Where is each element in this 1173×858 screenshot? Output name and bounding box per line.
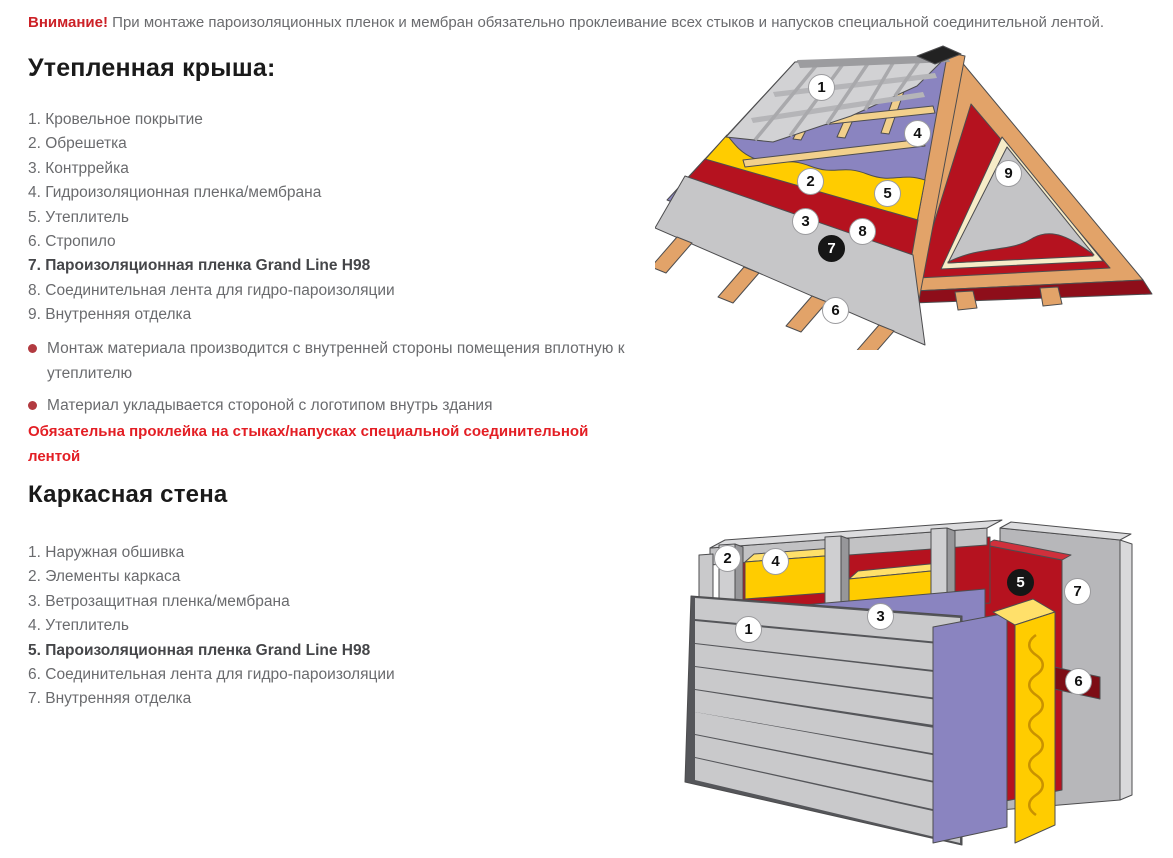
diagram-marker-1: 1 — [808, 74, 835, 101]
roof-layers-list — [28, 108, 395, 328]
list-item: 4. Утеплитель — [28, 617, 129, 635]
list-item: 1. Кровельное покрытие — [28, 111, 203, 128]
diagram-marker-9: 9 — [995, 160, 1022, 187]
note-text: Материал укладывается стороной с логотипом внутрь здания — [47, 397, 493, 414]
diagram-marker-6: 6 — [1065, 668, 1092, 695]
list-item: 2. Элементы каркаса — [28, 568, 181, 586]
top-warning — [28, 13, 1168, 33]
rafter-tail — [955, 291, 977, 310]
bullet-icon — [28, 401, 37, 410]
diagram-marker-5: 5 — [874, 180, 901, 207]
diagram-marker-7: 7 — [818, 235, 845, 262]
list-item: 3. Контррейка — [28, 159, 129, 177]
wall-diagram — [655, 485, 1165, 858]
rafter-tail — [1040, 287, 1062, 306]
rafter-tail — [655, 237, 692, 273]
bullet-icon — [28, 344, 37, 353]
diagram-marker-2: 2 — [797, 168, 824, 195]
roof-notes-list — [28, 336, 643, 425]
diagram-marker-3: 3 — [867, 603, 894, 630]
diagram-marker-5: 5 — [1007, 569, 1034, 596]
list-item: 4. Гидроизоляционная пленка/мембрана — [28, 184, 322, 202]
diagram-marker-8: 8 — [849, 218, 876, 245]
note-text: Монтаж материала производится с внутренней стороны помещения вплотную к утеплителю — [47, 340, 625, 382]
warning-label: Внимание! — [28, 14, 108, 31]
list-item: 7. Внутренняя отделка — [28, 690, 192, 708]
list-item: 8. Соединительная лента для гидро-пароизоляции — [28, 281, 395, 299]
vapor-membrane-sheet — [933, 613, 1007, 843]
rafter-tail — [718, 267, 759, 303]
list-item: 5. Утеплитель — [28, 208, 129, 226]
list-item — [28, 336, 643, 386]
warning-text: При монтаже пароизоляционных пленок и мембран обязательно проклеивание всех стыков и напусков специальной соединительной лентой. — [112, 14, 1105, 31]
roof-diagram-illustration — [655, 40, 1165, 350]
diagram-marker-3: 3 — [792, 208, 819, 235]
diagram-marker-4: 4 — [904, 120, 931, 147]
diagram-marker-1: 1 — [735, 616, 762, 643]
interior-panel-edge — [1120, 540, 1132, 800]
list-item-highlighted: 7. Пароизоляционная пленка Grand Line H98 — [28, 257, 371, 275]
roof-diagram — [655, 40, 1165, 350]
list-item: 1. Наружная обшивка — [28, 544, 185, 561]
diagram-marker-2: 2 — [714, 545, 741, 572]
diagram-marker-6: 6 — [822, 297, 849, 324]
insulation-block — [1015, 612, 1055, 843]
list-item: 3. Ветрозащитная пленка/мембрана — [28, 592, 290, 610]
wall-section-title: Каркасная стена — [28, 481, 228, 508]
list-item: 9. Внутренняя отделка — [28, 306, 192, 324]
siding-boards — [695, 598, 960, 843]
list-item-highlighted: 5. Пароизоляционная пленка Grand Line H98 — [28, 641, 371, 659]
diagram-marker-4: 4 — [762, 548, 789, 575]
list-item: 2. Обрешетка — [28, 135, 127, 153]
list-item — [28, 393, 643, 418]
tape-requirement-note: Обязательна проклейка на стыках/напусках специальной соединительной лентой — [28, 423, 589, 465]
diagram-marker-7: 7 — [1064, 578, 1091, 605]
rafter-tail — [786, 296, 827, 332]
list-item: 6. Стропило — [28, 232, 116, 250]
list-item: 6. Соединительная лента для гидро-пароизоляции — [28, 665, 395, 683]
rafter-tail — [853, 325, 894, 350]
wall-layers-list — [28, 541, 395, 712]
roof-section-title: Утепленная крыша: — [28, 54, 276, 82]
